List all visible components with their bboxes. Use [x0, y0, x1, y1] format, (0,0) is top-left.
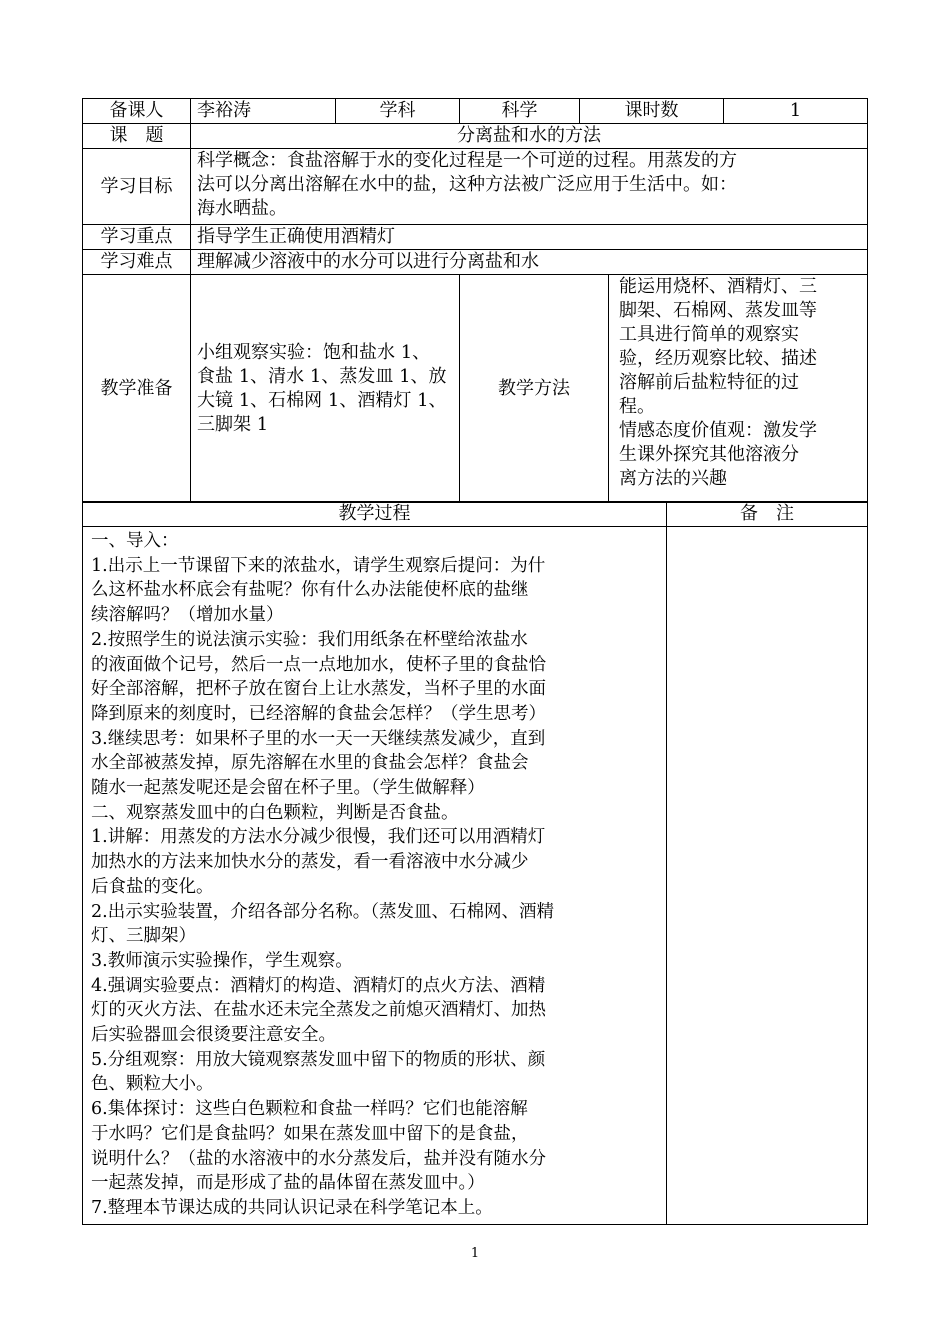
process-line: 好全部溶解，把杯子放在窗台上让水蒸发，当杯子里的水面	[91, 679, 546, 700]
process-line: 灯、三脚架）	[91, 926, 196, 947]
notes-label: 备 注	[667, 502, 868, 527]
subject-value: 科学	[460, 99, 580, 124]
process-content	[83, 527, 667, 1225]
objective-text	[191, 149, 868, 225]
method-line: 程。	[619, 396, 655, 417]
objective-line: 海水晒盐。	[197, 198, 287, 219]
process-line: 5.分组观察：用放大镜观察蒸发皿中留下的物质的形状、颜	[91, 1049, 546, 1070]
process-line: 么这杯盐水杯底会有盐呢？你有什么办法能使杯底的盐继	[91, 580, 529, 601]
process-line: 二、观察蒸发皿中的白色颗粒，判断是否食盐。	[91, 802, 459, 823]
teaching-process-table	[82, 501, 868, 1225]
objective-label: 学习目标	[83, 149, 191, 225]
lesson-info-table	[82, 98, 868, 503]
method-line: 能运用烧杯、酒精灯、三	[619, 276, 817, 297]
process-line: 后食盐的变化。	[91, 876, 214, 897]
process-line: 水全部被蒸发掉，原先溶解在水里的食盐会怎样？食盐会	[91, 753, 529, 774]
difficulty-value: 理解减少溶液中的水分可以进行分离盐和水	[191, 250, 868, 275]
preparer-label: 备课人	[83, 99, 191, 124]
process-line: 1.讲解：用蒸发的方法水分减少很慢，我们还可以用酒精灯	[91, 827, 546, 848]
process-line: 说明什么？（盐的水溶液中的水分蒸发后，盐并没有随水分	[91, 1148, 546, 1169]
method-line: 溶解前后盐粒特征的过	[619, 372, 799, 393]
method-line: 情感态度价值观：激发学	[619, 420, 817, 441]
preparer-value: 李裕涛	[191, 99, 336, 124]
process-line: 3.继续思考：如果杯子里的水一天一天继续蒸发减少，直到	[91, 728, 546, 749]
key-point-label: 学习重点	[83, 225, 191, 250]
process-line: 2.出示实验装置，介绍各部分名称。（蒸发皿、石棉网、酒精	[91, 901, 554, 922]
process-line: 色、颗粒大小。	[91, 1074, 214, 1095]
method-text	[609, 275, 868, 503]
method-line: 离方法的兴趣	[619, 468, 727, 489]
method-line: 生课外探究其他溶液分	[619, 444, 799, 465]
topic-label: 课 题	[83, 124, 191, 149]
process-line: 灯的灭火方法、在盐水还未完全蒸发之前熄灭酒精灯、加热	[91, 1000, 546, 1021]
process-line: 后实验器皿会很烫要注意安全。	[91, 1025, 336, 1046]
preparation-text	[191, 275, 460, 503]
preparation-label: 教学准备	[83, 275, 191, 503]
objective-line: 法可以分离出溶解在水中的盐，这种方法被广泛应用于生活中。如：	[197, 174, 737, 195]
page-number: 1	[470, 1246, 480, 1261]
preparation-line: 食盐 1、清水 1、蒸发皿 1、放	[197, 365, 447, 387]
notes-cell	[667, 527, 868, 1225]
process-label: 教学过程	[83, 502, 667, 527]
process-line: 3.教师演示实验操作，学生观察。	[91, 950, 353, 971]
objective-line: 科学概念：食盐溶解于水的变化过程是一个可逆的过程。用蒸发的方	[197, 150, 737, 171]
key-point-value: 指导学生正确使用酒精灯	[191, 225, 868, 250]
hours-label: 课时数	[580, 99, 724, 124]
process-line: 于水吗？它们是食盐吗？如果在蒸发皿中留下的是食盐，	[91, 1123, 529, 1144]
process-line: 随水一起蒸发呢还是会留在杯子里。（学生做解释）	[91, 778, 485, 799]
preparation-line: 三脚架 1	[197, 413, 269, 435]
process-line: 2.按照学生的说法演示实验：我们用纸条在杯壁给浓盐水	[91, 629, 528, 650]
process-line: 加热水的方法来加快水分的蒸发，看一看溶液中水分减少	[91, 852, 529, 873]
process-line: 一起蒸发掉，而是形成了盐的晶体留在蒸发皿中。）	[91, 1173, 485, 1194]
process-line: 的液面做个记号，然后一点一点地加水，使杯子里的食盐恰	[91, 654, 546, 675]
process-line: 一、导入：	[91, 531, 179, 551]
preparation-line: 大镜 1、石棉网 1、酒精灯 1、	[197, 389, 447, 411]
subject-label: 学科	[336, 99, 460, 124]
process-line: 续溶解吗？（增加水量）	[91, 605, 284, 626]
process-line: 1.出示上一节课留下来的浓盐水，请学生观察后提问：为什	[91, 555, 546, 576]
topic-value: 分离盐和水的方法	[191, 124, 868, 149]
difficulty-label: 学习难点	[83, 250, 191, 275]
method-line: 验，经历观察比较、描述	[619, 348, 817, 369]
preparation-line: 小组观察实验：饱和盐水 1、	[197, 341, 431, 363]
method-line: 脚架、石棉网、蒸发皿等	[619, 300, 817, 321]
process-line: 降到原来的刻度时，已经溶解的食盐会怎样？（学生思考）	[91, 703, 546, 724]
method-line: 工具进行简单的观察实	[619, 324, 799, 345]
process-line: 6.集体探讨：这些白色颗粒和食盐一样吗？它们也能溶解	[91, 1099, 528, 1120]
process-line: 4.强调实验要点：酒精灯的构造、酒精灯的点火方法、酒精	[91, 975, 546, 996]
process-line: 7.整理本节课达成的共同认识记录在科学笔记本上。	[91, 1197, 493, 1218]
method-label: 教学方法	[460, 275, 609, 503]
hours-value: 1	[724, 99, 868, 124]
